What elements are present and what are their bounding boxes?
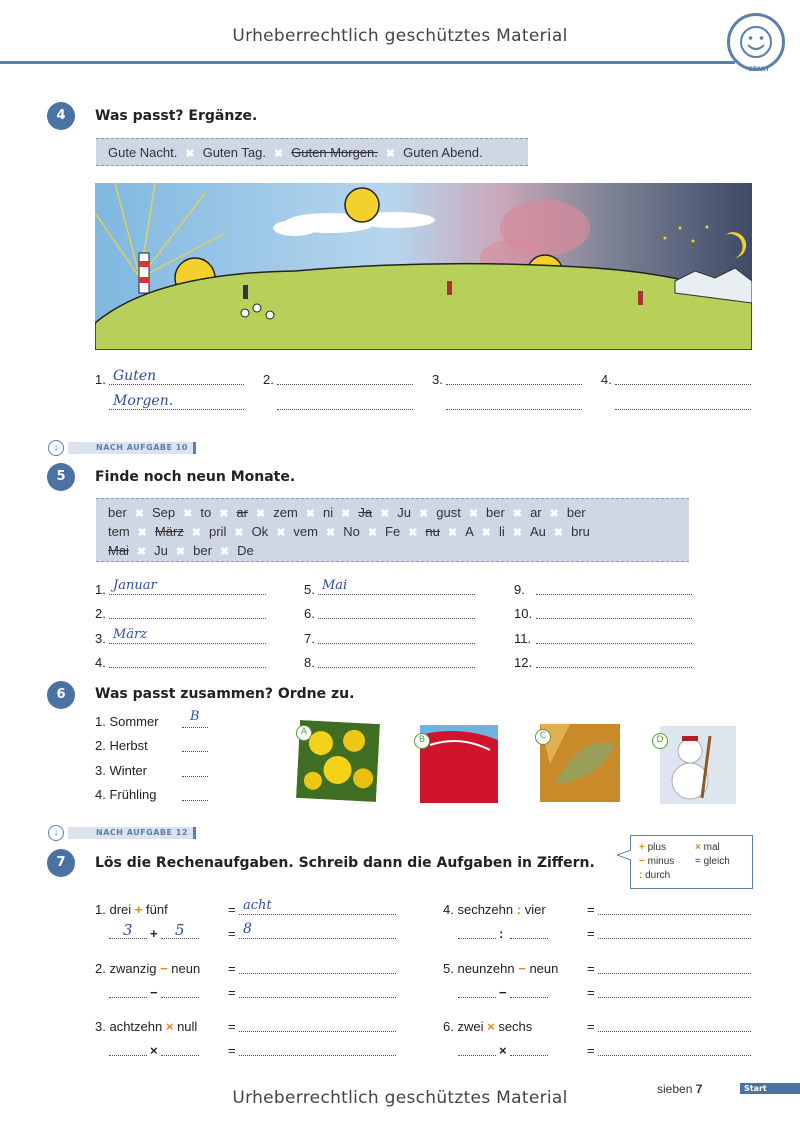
greeting-option: Guten Abend. (403, 145, 483, 160)
photo-label: A (296, 725, 312, 741)
separator-x-icon: ✖ (137, 527, 147, 539)
operator: × (499, 1043, 507, 1058)
answer-number: 2. (263, 372, 274, 387)
season-item: 3. Winter (95, 763, 148, 778)
separator-x-icon: ✖ (219, 508, 229, 520)
answer-line[interactable] (598, 973, 751, 974)
answer-handwriting: 8 (243, 921, 252, 937)
separator-x-icon: ✖ (549, 508, 559, 520)
answer-line[interactable] (318, 667, 475, 668)
nach-aufgabe-label: NACH AUFGABE 12 (96, 828, 188, 837)
separator-x-icon: ✖ (183, 508, 193, 520)
number-word: vier (524, 902, 546, 917)
season-item: 2. Herbst (95, 738, 148, 753)
exercise-6-heading: Was passt zusammen? Ordne zu. (95, 686, 355, 702)
math-problem (95, 961, 200, 976)
exercise-4-number: 4 (47, 102, 75, 130)
answer-number: 5. (304, 582, 315, 597)
syllable: bru (571, 524, 590, 539)
answer-line[interactable] (598, 1055, 751, 1056)
syllable: zem (273, 505, 298, 520)
operator-legend: + plus − minus : durch × mal = gleich (630, 835, 753, 889)
syllable: ar (530, 505, 542, 520)
answer-line[interactable] (536, 667, 692, 668)
answer-number: 6. (304, 606, 315, 622)
photo-label: C (535, 729, 551, 745)
separator-x-icon: ✖ (305, 508, 315, 520)
equals-sign: = (228, 902, 236, 917)
answer-number: 1. (95, 372, 106, 387)
answer-handwriting: 5 (175, 921, 185, 939)
equals-sign: = (228, 984, 236, 1000)
number-word: neun (171, 960, 201, 976)
syllable: Ja (358, 505, 373, 520)
answer-line[interactable] (446, 409, 582, 410)
answer-handwriting: acht (243, 898, 272, 913)
separator-x-icon: ✖ (419, 508, 429, 520)
answer-line[interactable] (239, 997, 396, 998)
digit-line[interactable] (458, 997, 496, 998)
answer-line[interactable] (536, 594, 692, 595)
syllable: De (237, 543, 254, 558)
number-word: neunzehn (457, 960, 515, 976)
answer-handwriting: Mai (322, 578, 348, 593)
nach-aufgabe-label: NACH AUFGABE 10 (96, 443, 188, 452)
separator-x-icon: ✖ (276, 527, 286, 539)
answer-line[interactable] (318, 643, 475, 644)
equals-sign: = (228, 926, 236, 941)
syllable: ber (193, 543, 212, 558)
separator-x-icon: ✖ (447, 527, 458, 539)
operator: : (516, 902, 522, 917)
answer-handwriting: Morgen. (113, 393, 174, 409)
legend-durch: durch (645, 870, 671, 881)
answer-line[interactable] (239, 938, 396, 939)
separator-x-icon: ✖ (468, 508, 479, 520)
logo-text: START (748, 66, 770, 73)
season-item: 4. Frühling (95, 787, 157, 802)
answer-line[interactable] (239, 914, 396, 915)
answer-number: 2. (95, 606, 106, 622)
greeting-option: Guten Tag. (202, 145, 266, 160)
operator: : (499, 926, 504, 941)
equals-sign: = (587, 984, 595, 1000)
task-number: 4. (443, 902, 454, 917)
answer-number: 4. (601, 372, 612, 387)
answer-line[interactable] (239, 1031, 396, 1032)
digit-line[interactable] (161, 1055, 199, 1056)
operator: × (150, 1043, 158, 1058)
digit-line[interactable] (109, 1055, 147, 1056)
syllable: ar (236, 505, 248, 520)
answer-line[interactable] (109, 667, 266, 668)
equals-sign: = (587, 902, 595, 917)
answer-line[interactable] (109, 643, 266, 644)
math-problem (95, 1019, 197, 1034)
answer-line[interactable] (615, 384, 751, 385)
answer-line[interactable] (598, 914, 751, 915)
answer-number: 3. (95, 630, 106, 646)
separator-x-icon: ✖ (256, 508, 266, 520)
syllable: to (200, 505, 212, 520)
separator-x-icon: ✖ (273, 148, 284, 160)
syllable: Ju (154, 543, 168, 558)
syllable: Ok (251, 524, 269, 539)
snowman-photo (660, 726, 736, 804)
operator: + (134, 902, 143, 917)
answer-line[interactable] (239, 1055, 396, 1056)
exercise-4-heading: Was passt? Ergänze. (95, 108, 258, 124)
exercise-5-number: 5 (47, 463, 75, 491)
task-number: 1. (95, 902, 106, 917)
separator-x-icon: ✖ (325, 527, 336, 539)
answer-line[interactable] (536, 618, 692, 619)
task-number: 6. (443, 1019, 454, 1034)
number-word: neun (529, 960, 559, 976)
photo-label: B (414, 733, 430, 749)
equals-sign: = (228, 960, 236, 976)
exercise-7-number: 7 (47, 849, 75, 877)
operator: − (150, 984, 158, 1000)
digit-line[interactable] (510, 1055, 548, 1056)
answer-line[interactable] (277, 384, 413, 385)
syllable: März (154, 524, 184, 539)
equals-sign: = (228, 1043, 236, 1058)
answer-line[interactable] (109, 384, 244, 385)
syllable: Ju (397, 505, 412, 520)
syllable: Sep (152, 505, 176, 520)
header-rule (0, 61, 735, 64)
photo-label: D (652, 733, 668, 749)
syllable: ber (486, 505, 505, 520)
nach-aufgabe-10-tag (48, 440, 196, 456)
digit-line[interactable] (161, 997, 199, 998)
task-number: 3. (95, 1019, 106, 1034)
math-problem (443, 961, 558, 976)
digit-line[interactable] (458, 938, 496, 939)
answer-line[interactable] (239, 973, 396, 974)
answer-number: 10. (514, 606, 533, 622)
greeting-option-used: Guten Morgen. (291, 145, 378, 160)
equals-sign: = (587, 1019, 595, 1034)
syllable: A (465, 524, 474, 539)
equals-sign: = (587, 960, 595, 976)
answer-line[interactable] (182, 751, 208, 752)
number-word: drei (109, 902, 132, 917)
answer-number: 4. (95, 654, 106, 670)
syllable: Fe (385, 524, 401, 539)
task-number: 2. (95, 960, 106, 976)
syllable: Mai (108, 543, 129, 558)
digit-line[interactable] (109, 997, 147, 998)
syllable: vem (293, 524, 318, 539)
nach-aufgabe-12-tag (48, 825, 196, 841)
separator-x-icon: ✖ (512, 527, 522, 539)
operator: × (487, 1019, 495, 1034)
syllable: ber (108, 505, 127, 520)
operator: + (150, 926, 158, 941)
answer-number: 1. (95, 582, 106, 597)
answer-line[interactable] (615, 409, 751, 410)
separator-x-icon: ✖ (408, 527, 418, 539)
answer-line[interactable] (182, 776, 208, 777)
digit-line[interactable] (510, 997, 548, 998)
syllable: ni (323, 505, 334, 520)
page-header (0, 0, 800, 64)
separator-x-icon: ✖ (367, 527, 378, 539)
separator-x-icon: ✖ (341, 508, 351, 520)
answer-line[interactable] (446, 384, 582, 385)
red-shell-photo (420, 725, 498, 803)
answer-number: 8. (304, 654, 315, 670)
task-number: 5. (443, 960, 454, 976)
operator: − (499, 984, 507, 1000)
answer-number: 9. (514, 582, 525, 597)
greeting-options-box (96, 138, 528, 166)
answer-line[interactable] (182, 800, 208, 801)
footer-title: Urheberrechtlich geschütztes Material (232, 1088, 568, 1108)
answer-line[interactable] (109, 409, 244, 410)
number-word: sechs (498, 1019, 533, 1034)
number-word: zwanzig (109, 960, 157, 976)
separator-x-icon: ✖ (175, 546, 186, 558)
separator-x-icon: ✖ (136, 546, 147, 558)
answer-line[interactable] (598, 938, 751, 939)
arrow-down-icon: ↓ (48, 440, 64, 456)
answer-line[interactable] (109, 618, 266, 619)
answer-line[interactable] (598, 1031, 751, 1032)
legend-plus: plus (647, 842, 666, 853)
syllable: li (499, 524, 505, 539)
operator: × (165, 1019, 174, 1034)
syllable: gust (436, 505, 461, 520)
separator-x-icon: ✖ (553, 527, 564, 539)
digit-line[interactable] (510, 938, 548, 939)
syllable: nu (425, 524, 440, 539)
operator: − (518, 960, 526, 976)
separator-x-icon: ✖ (191, 527, 201, 539)
answer-handwriting: Januar (113, 578, 157, 593)
answer-number: 12. (514, 654, 533, 670)
separator-x-icon: ✖ (385, 148, 396, 160)
number-word: sechzehn (457, 902, 514, 917)
exercise-6-number: 6 (47, 681, 75, 709)
answer-line[interactable] (536, 643, 692, 644)
answer-number: 3. (432, 372, 443, 387)
math-problem (95, 902, 168, 917)
separator-x-icon: ✖ (512, 508, 523, 520)
answer-number: 11. (514, 630, 532, 646)
answer-handwriting: März (113, 626, 148, 642)
syllable-row (108, 504, 689, 523)
answer-line[interactable] (318, 618, 475, 619)
number-word: zwei (457, 1019, 484, 1034)
syllable: ber (566, 505, 586, 520)
digit-line[interactable] (458, 1055, 496, 1056)
greeting-option: Gute Nacht. (108, 145, 178, 160)
answer-line[interactable] (598, 997, 751, 998)
syllable-box (96, 498, 689, 562)
separator-x-icon: ✖ (481, 527, 491, 539)
legend-gleich: gleich (703, 856, 730, 867)
separator-x-icon: ✖ (134, 508, 145, 520)
number-word: fünf (146, 902, 168, 917)
header-title: Urheberrechtlich geschütztes Material (232, 26, 568, 46)
separator-x-icon: ✖ (185, 148, 195, 160)
separator-x-icon: ✖ (234, 527, 244, 539)
answer-number: 7. (304, 630, 315, 646)
day-night-illustration (95, 183, 752, 350)
answer-line[interactable] (277, 409, 413, 410)
syllable-row (108, 542, 689, 561)
autumn-leaf-photo (540, 724, 620, 802)
legend-minus: minus (647, 856, 675, 867)
exercise-7-heading: Lös die Rechenaufgaben. Schreib dann die Aufgaben in Ziffern. (95, 855, 595, 871)
smiley-logo-icon (727, 13, 785, 71)
season-item: 1. Sommer (95, 714, 159, 729)
answer-line[interactable] (318, 594, 475, 595)
start-tab: Start (740, 1083, 800, 1094)
syllable: tem (108, 524, 130, 539)
syllable: No (343, 524, 360, 539)
exercise-5-heading: Finde noch neun Monate. (95, 469, 296, 485)
answer-handwriting: Guten (113, 368, 157, 384)
answer-handwriting: B (190, 709, 200, 724)
number-word: null (177, 1019, 198, 1034)
legend-mal: mal (703, 842, 720, 853)
equals-sign: = (587, 1043, 595, 1058)
syllable: Au (530, 524, 546, 539)
page-number: sieben 7 (657, 1082, 703, 1096)
answer-line[interactable] (109, 594, 266, 595)
answer-line[interactable] (182, 727, 208, 728)
number-word: achtzehn (109, 1019, 163, 1034)
syllable-row (108, 523, 689, 542)
arrow-down-icon: ↓ (48, 825, 64, 841)
separator-x-icon: ✖ (380, 508, 390, 520)
equals-sign: = (587, 926, 595, 941)
math-problem (443, 1019, 532, 1034)
math-problem (443, 902, 546, 917)
operator: − (160, 960, 168, 976)
equals-sign: = (228, 1019, 236, 1034)
answer-handwriting: 3 (123, 921, 133, 939)
syllable: pril (209, 524, 227, 539)
separator-x-icon: ✖ (219, 546, 230, 558)
